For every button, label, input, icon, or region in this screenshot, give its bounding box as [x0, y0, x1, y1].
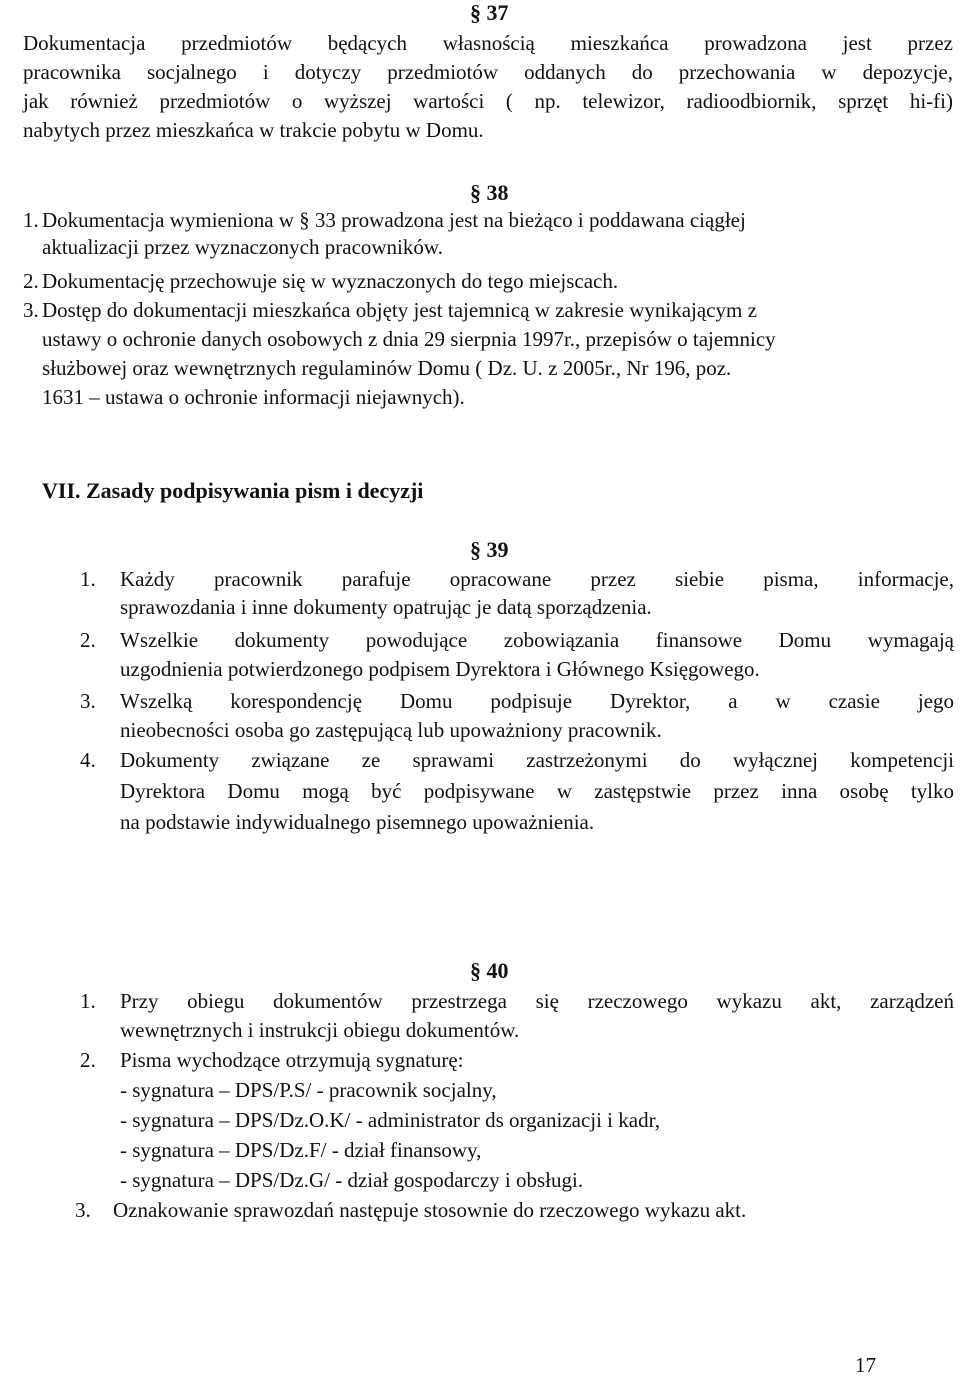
list-item-text: Dostęp do dokumentacji mieszkańca objęty jest tajemnicą w zakresie wynikającym z — [42, 298, 757, 322]
list-item-number: 3. — [80, 689, 96, 713]
list-item-text: aktualizacji przez wyznaczonych pracowników. — [42, 235, 443, 259]
list-item-number: 2. — [23, 269, 39, 293]
chapter-heading: VII. Zasady podpisywania pism i decyzji — [42, 478, 424, 503]
section-37-line: jak również przedmiotów o wyższej wartości ( np. telewizor, radioodbiornik, sprzęt hi-fi) — [23, 89, 953, 113]
list-item-number: 2. — [80, 1048, 96, 1072]
signature-line: - sygnatura – DPS/Dz.O.K/ - administrator ds organizacji i kadr, — [120, 1108, 660, 1132]
page-number: 17 — [855, 1353, 876, 1377]
list-item-number: 2. — [80, 628, 96, 652]
list-item-text: Dyrektora Domu mogą być podpisywane w zastępstwie przez inna osobę tylko — [120, 779, 954, 803]
list-item-number: 3. — [75, 1198, 91, 1222]
section-37-line: Dokumentacja przedmiotów będących własnością mieszkańca prowadzona jest przez — [23, 31, 953, 55]
list-item-text: Oznakowanie sprawozdań następuje stosownie do rzeczowego wykazu akt. — [113, 1198, 747, 1222]
section-37-line: nabytych przez mieszkańca w trakcie pobytu w Domu. — [23, 118, 484, 142]
section-40-title: § 40 — [470, 958, 509, 983]
list-item-text: Każdy pracownik parafuje opracowane przez siebie pisma, informacje, — [120, 567, 954, 591]
list-item-text: Dokumentację przechowuje się w wyznaczonych do tego miejscach. — [42, 269, 619, 293]
section-37-title: § 37 — [470, 0, 509, 25]
list-item-text: Dokumentacja wymieniona w § 33 prowadzona jest na bieżąco i poddawana ciągłej — [42, 208, 746, 232]
section-38-title: § 38 — [470, 180, 509, 205]
list-item-text: na podstawie indywidualnego pisemnego upoważnienia. — [120, 810, 595, 834]
list-item-text: wewnętrznych i instrukcji obiegu dokumentów. — [120, 1018, 520, 1042]
signature-line: - sygnatura – DPS/Dz.G/ - dział gospodarczy i obsługi. — [120, 1168, 584, 1192]
list-item-text: Pisma wychodzące otrzymują sygnaturę: — [120, 1048, 464, 1072]
list-item-text: 1631 – ustawa o ochronie informacji niejawnych). — [42, 385, 465, 409]
list-item-text: Przy obiegu dokumentów przestrzega się rzeczowego wykazu akt, zarządzeń — [120, 989, 954, 1013]
section-37-line: pracownika socjalnego i dotyczy przedmiotów oddanych do przechowania w depozycje, — [23, 60, 953, 84]
list-item-text: Wszelką korespondencję Domu podpisuje Dyrektor, a w czasie jego — [120, 689, 954, 713]
list-item-text: sprawozdania i inne dokumenty opatrując je datą sporządzenia. — [120, 595, 652, 619]
list-item-number: 3. — [23, 298, 39, 322]
list-item-number: 4. — [80, 748, 96, 772]
list-item-number: 1. — [23, 208, 39, 232]
list-item-text: służbowej oraz wewnętrznych regulaminów Domu ( Dz. U. z 2005r., Nr 196, poz. — [42, 356, 732, 380]
list-item-text: ustawy o ochronie danych osobowych z dnia 29 sierpnia 1997r., przepisów o tajemnicy — [42, 327, 776, 351]
list-item-text: nieobecności osoba go zastępującą lub upoważniony pracownik. — [120, 718, 662, 742]
section-39-title: § 39 — [470, 537, 509, 562]
signature-line: - sygnatura – DPS/P.S/ - pracownik socjalny, — [120, 1078, 497, 1102]
list-item-number: 1. — [80, 989, 96, 1013]
signature-line: - sygnatura – DPS/Dz.F/ - dział finansowy, — [120, 1138, 482, 1162]
list-item-text: Dokumenty związane ze sprawami zastrzeżonymi do wyłącznej kompetencji — [120, 748, 954, 772]
list-item-number: 1. — [80, 567, 96, 591]
list-item-text: uzgodnienia potwierdzonego podpisem Dyrektora i Głównego Księgowego. — [120, 657, 760, 681]
list-item-text: Wszelkie dokumenty powodujące zobowiązania finansowe Domu wymagają — [120, 628, 954, 652]
